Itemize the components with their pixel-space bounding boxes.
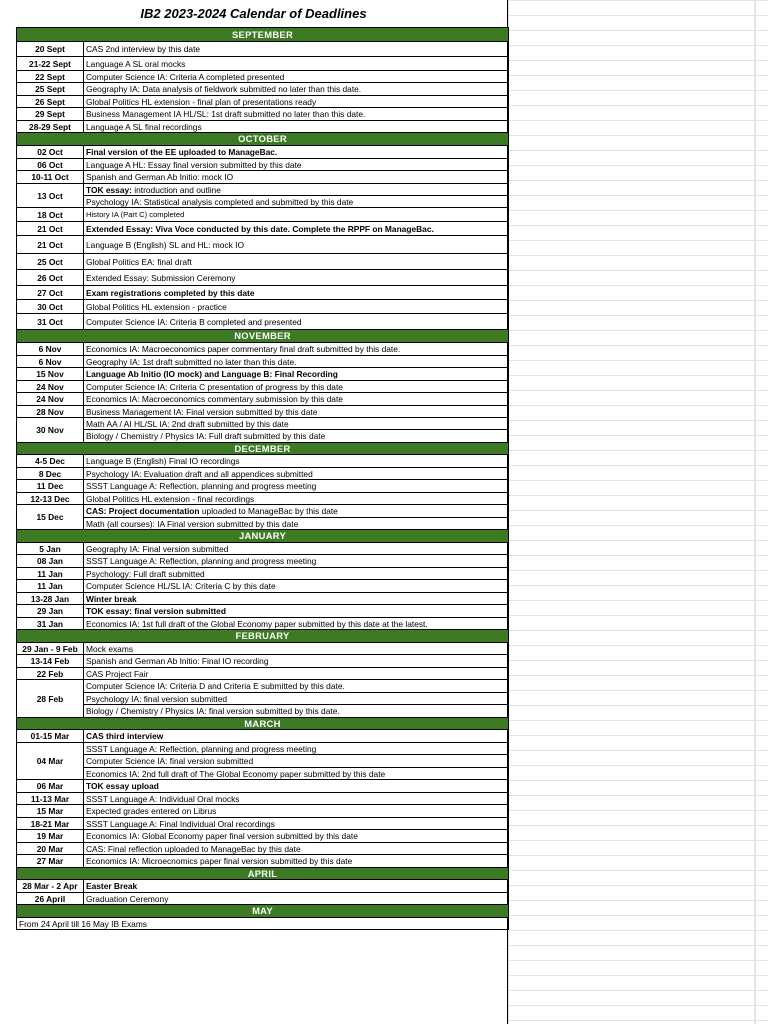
table-row bbox=[17, 880, 509, 893]
description-cell: Psychology IA: Statistical analysis completed and submitted by this date bbox=[84, 196, 509, 208]
table-row bbox=[17, 314, 509, 330]
description-cell: Geography IA: Data analysis of fieldwork submitted no later than this date. bbox=[84, 83, 509, 96]
deadlines-table bbox=[16, 27, 509, 930]
date-cell: 8 Dec bbox=[17, 468, 84, 480]
date-cell: 4-5 Dec bbox=[17, 455, 84, 468]
date-cell: 25 Oct bbox=[17, 254, 84, 270]
table-row bbox=[17, 356, 509, 368]
date-cell: 15 Mar bbox=[17, 805, 84, 818]
table-row bbox=[17, 668, 509, 680]
table-row bbox=[17, 42, 509, 57]
date-cell: 12-13 Dec bbox=[17, 493, 84, 505]
table-row bbox=[17, 705, 509, 718]
table-row bbox=[17, 159, 509, 171]
description-cell: Mock exams bbox=[84, 643, 509, 655]
date-cell: 27 Mar bbox=[17, 855, 84, 868]
description-cell: Global Politics HL extension - practice bbox=[84, 300, 509, 314]
table-row bbox=[17, 393, 509, 406]
table-row bbox=[17, 71, 509, 83]
spreadsheet-grid bbox=[508, 0, 768, 1024]
description-cell: Economics IA: 2nd full draft of The Global Economy paper submitted by this date bbox=[84, 768, 509, 780]
date-cell: 22 Sept bbox=[17, 71, 84, 83]
table-row bbox=[17, 430, 509, 443]
description-cell: Math AA / AI HL/SL IA: 2nd draft submitted by this date bbox=[84, 418, 509, 430]
date-cell: 31 Jan bbox=[17, 618, 84, 630]
date-cell: 02 Oct bbox=[17, 146, 84, 159]
description-cell: Spanish and German Ab Initio: mock IO bbox=[84, 171, 509, 184]
description-cell: Economics IA: 1st full draft of the Global Economy paper submitted by this date at the latest. bbox=[84, 618, 509, 630]
date-cell: 21 Oct bbox=[17, 222, 84, 236]
table-row bbox=[17, 222, 509, 236]
month-header: JANUARY bbox=[17, 530, 509, 543]
deadlines-table-body bbox=[17, 28, 509, 930]
description-cell: SSST Language A: Individual Oral mocks bbox=[84, 793, 509, 805]
table-row bbox=[17, 830, 509, 843]
table-row bbox=[17, 96, 509, 108]
month-header: FEBRUARY bbox=[17, 630, 509, 643]
footer-note: From 24 April till 16 May IB Exams bbox=[17, 918, 509, 930]
table-row bbox=[17, 381, 509, 393]
table-row bbox=[17, 693, 509, 705]
date-cell: 24 Nov bbox=[17, 393, 84, 406]
table-row bbox=[17, 543, 509, 555]
date-cell: 22 Feb bbox=[17, 668, 84, 680]
table-row bbox=[17, 146, 509, 159]
month-header: MAY bbox=[17, 905, 509, 918]
table-row bbox=[17, 855, 509, 868]
table-row bbox=[17, 755, 509, 768]
table-row bbox=[17, 343, 509, 356]
table-row bbox=[17, 643, 509, 655]
date-cell: 26 Oct bbox=[17, 270, 84, 286]
description-cell: Global Politics EA: final draft bbox=[84, 254, 509, 270]
description-cell: CAS 2nd interview by this date bbox=[84, 42, 509, 57]
month-header-row bbox=[17, 905, 509, 918]
table-row bbox=[17, 121, 509, 133]
date-cell: 21-22 Sept bbox=[17, 57, 84, 71]
table-row bbox=[17, 555, 509, 568]
description-cell: CAS third interview bbox=[84, 730, 509, 743]
table-row bbox=[17, 270, 509, 286]
date-cell: 18-21 Mar bbox=[17, 818, 84, 830]
description-rest: uploaded to ManageBac by this date bbox=[199, 506, 338, 516]
date-cell: 10-11 Oct bbox=[17, 171, 84, 184]
month-header-row bbox=[17, 718, 509, 730]
description-cell: Final version of the EE uploaded to ManageBac. bbox=[84, 146, 509, 159]
date-cell: 08 Jan bbox=[17, 555, 84, 568]
description-cell: SSST Language A: Reflection, planning and progress meeting bbox=[84, 743, 509, 755]
table-row bbox=[17, 505, 509, 518]
month-header-row bbox=[17, 630, 509, 643]
date-cell: 01-15 Mar bbox=[17, 730, 84, 743]
description-cell: Psychology IA: final version submitted bbox=[84, 693, 509, 705]
description-cell: Language B (English) Final IO recordings bbox=[84, 455, 509, 468]
table-row bbox=[17, 605, 509, 618]
date-cell: 26 Sept bbox=[17, 96, 84, 108]
table-row bbox=[17, 208, 509, 222]
table-row bbox=[17, 618, 509, 630]
description-cell: History IA (Part C) completed bbox=[84, 208, 509, 222]
date-cell: 11-13 Mar bbox=[17, 793, 84, 805]
month-header: DECEMBER bbox=[17, 443, 509, 455]
date-cell: 11 Jan bbox=[17, 580, 84, 593]
description-cell: Computer Science IA: Criteria A completed presented bbox=[84, 71, 509, 83]
month-header: APRIL bbox=[17, 868, 509, 880]
table-row bbox=[17, 254, 509, 270]
date-cell: 15 Dec bbox=[17, 505, 84, 530]
table-row bbox=[17, 171, 509, 184]
page-title: IB2 2023-2024 Calendar of Deadlines bbox=[140, 6, 367, 21]
date-cell: 5 Jan bbox=[17, 543, 84, 555]
description-cell: Biology / Chemistry / Physics IA: final version submitted by this date. bbox=[84, 705, 509, 718]
table-row bbox=[17, 184, 509, 196]
description-cell: Expected grades entered on Librus bbox=[84, 805, 509, 818]
table-row bbox=[17, 730, 509, 743]
table-row bbox=[17, 793, 509, 805]
date-cell: 06 Mar bbox=[17, 780, 84, 793]
date-cell: 26 April bbox=[17, 893, 84, 905]
date-cell: 28 Feb bbox=[17, 680, 84, 718]
date-cell: 13 Oct bbox=[17, 184, 84, 208]
table-row bbox=[17, 57, 509, 71]
description-cell: TOK essay: final version submitted bbox=[84, 605, 509, 618]
table-row bbox=[17, 518, 509, 530]
date-cell: 30 Nov bbox=[17, 418, 84, 443]
description-cell: Extended Essay: Viva Voce conducted by this date. Complete the RPPF on ManageBac. bbox=[84, 222, 509, 236]
description-cell bbox=[84, 184, 509, 196]
description-cell: TOK essay upload bbox=[84, 780, 509, 793]
month-header: NOVEMBER bbox=[17, 330, 509, 343]
description-cell: SSST Language A: Reflection, planning and progress meeting bbox=[84, 480, 509, 493]
month-header: MARCH bbox=[17, 718, 509, 730]
month-header: SEPTEMBER bbox=[17, 28, 509, 42]
table-row bbox=[17, 743, 509, 755]
table-row bbox=[17, 568, 509, 580]
description-cell: Global Politics HL extension - final plan of presentations ready bbox=[84, 96, 509, 108]
date-cell: 13-14 Feb bbox=[17, 655, 84, 668]
description-cell: CAS: Final reflection uploaded to ManageBac by this date bbox=[84, 843, 509, 855]
bold-prefix: TOK essay: bbox=[86, 184, 132, 195]
date-cell: 29 Jan - 9 Feb bbox=[17, 643, 84, 655]
table-row bbox=[17, 580, 509, 593]
date-cell: 15 Nov bbox=[17, 368, 84, 381]
description-cell: Global Politics HL extension - final recordings bbox=[84, 493, 509, 505]
table-row bbox=[17, 480, 509, 493]
description-cell: Language A SL oral mocks bbox=[84, 57, 509, 71]
description-cell: Business Management IA: Final version submitted by this date bbox=[84, 406, 509, 418]
description-cell: Easter Break bbox=[84, 880, 509, 893]
month-header-row bbox=[17, 28, 509, 42]
date-cell: 06 Oct bbox=[17, 159, 84, 171]
description-cell: Computer Science IA: Criteria D and Criteria E submitted by this date. bbox=[84, 680, 509, 693]
date-cell: 28 Mar - 2 Apr bbox=[17, 880, 84, 893]
date-cell: 19 Mar bbox=[17, 830, 84, 843]
description-cell: Graduation Ceremony bbox=[84, 893, 509, 905]
date-cell: 6 Nov bbox=[17, 343, 84, 356]
description-cell: Computer Science IA: Criteria C presentation of progress by this date bbox=[84, 381, 509, 393]
table-row bbox=[17, 818, 509, 830]
date-cell: 24 Nov bbox=[17, 381, 84, 393]
date-cell: 30 Oct bbox=[17, 300, 84, 314]
description-cell: Computer Science HL/SL IA: Criteria C by this date bbox=[84, 580, 509, 593]
description-cell: Exam registrations completed by this date bbox=[84, 286, 509, 300]
date-cell: 11 Dec bbox=[17, 480, 84, 493]
description-cell: Extended Essay: Submission Ceremony bbox=[84, 270, 509, 286]
description-cell: Economics IA: Global Economy paper final version submitted by this date bbox=[84, 830, 509, 843]
table-row bbox=[17, 368, 509, 381]
description-cell: Spanish and German Ab Initio: Final IO recording bbox=[84, 655, 509, 668]
table-row bbox=[17, 406, 509, 418]
date-cell: 25 Sept bbox=[17, 83, 84, 96]
date-cell: 04 Mar bbox=[17, 743, 84, 780]
description-cell: Geography IA: Final version submitted bbox=[84, 543, 509, 555]
footer-row bbox=[17, 918, 509, 930]
month-header: OCTOBER bbox=[17, 133, 509, 146]
date-cell: 11 Jan bbox=[17, 568, 84, 580]
description-rest: introduction and outline bbox=[131, 184, 221, 195]
description-cell: Language Ab Initio (IO mock) and Language B: Final Recording bbox=[84, 368, 509, 381]
description-cell: SSST Language A: Reflection, planning and progress meeting bbox=[84, 555, 509, 568]
date-cell: 6 Nov bbox=[17, 356, 84, 368]
date-cell: 20 Sept bbox=[17, 42, 84, 57]
date-cell: 18 Oct bbox=[17, 208, 84, 222]
table-row bbox=[17, 768, 509, 780]
description-cell: CAS Project Fair bbox=[84, 668, 509, 680]
table-row bbox=[17, 108, 509, 121]
table-row bbox=[17, 893, 509, 905]
description-cell: Business Management IA HL/SL: 1st draft submitted no later than this date. bbox=[84, 108, 509, 121]
date-cell: 21 Oct bbox=[17, 236, 84, 254]
table-row bbox=[17, 805, 509, 818]
description-cell: Economics IA: Macroeconomics paper commentary final draft submitted by this date. bbox=[84, 343, 509, 356]
date-cell: 31 Oct bbox=[17, 314, 84, 330]
description-cell: Language B (English) SL and HL: mock IO bbox=[84, 236, 509, 254]
table-row bbox=[17, 680, 509, 693]
description-cell: Math (all courses): IA Final version submitted by this date bbox=[84, 518, 509, 530]
month-header-row bbox=[17, 443, 509, 455]
date-cell: 28-29 Sept bbox=[17, 121, 84, 133]
table-row bbox=[17, 655, 509, 668]
description-cell: SSST Language A: Final Individual Oral recordings bbox=[84, 818, 509, 830]
description-cell: Economics IA: Microecnomics paper final version submitted by this date bbox=[84, 855, 509, 868]
bold-prefix: CAS: Project documentation bbox=[86, 506, 200, 516]
month-header-row bbox=[17, 133, 509, 146]
description-cell: Language A SL final recordings bbox=[84, 121, 509, 133]
date-cell: 28 Nov bbox=[17, 406, 84, 418]
date-cell: 29 Jan bbox=[17, 605, 84, 618]
table-row bbox=[17, 780, 509, 793]
description-cell: Computer Science IA: final version submitted bbox=[84, 755, 509, 768]
description-cell: Geography IA: 1st draft submitted no later than this date. bbox=[84, 356, 509, 368]
date-cell: 27 Oct bbox=[17, 286, 84, 300]
table-row bbox=[17, 196, 509, 208]
table-row bbox=[17, 468, 509, 480]
description-cell: Computer Science IA: Criteria B completed and presented bbox=[84, 314, 509, 330]
description-cell bbox=[84, 505, 509, 518]
table-row bbox=[17, 493, 509, 505]
table-row bbox=[17, 236, 509, 254]
description-cell: Psychology IA: Evaluation draft and all appendices submitted bbox=[84, 468, 509, 480]
date-cell: 13-28 Jan bbox=[17, 593, 84, 605]
month-header-row bbox=[17, 330, 509, 343]
table-row bbox=[17, 83, 509, 96]
month-header-row bbox=[17, 530, 509, 543]
date-cell: 20 Mar bbox=[17, 843, 84, 855]
description-cell: Psychology: Full draft submitted bbox=[84, 568, 509, 580]
description-cell: Biology / Chemistry / Physics IA: Full draft submitted by this date bbox=[84, 430, 509, 443]
description-cell: Language A HL: Essay final version submitted by this date bbox=[84, 159, 509, 171]
description-cell: Economics IA: Macroeconomics commentary submission by this date bbox=[84, 393, 509, 406]
table-row bbox=[17, 286, 509, 300]
table-row bbox=[17, 843, 509, 855]
table-row bbox=[17, 300, 509, 314]
month-header-row bbox=[17, 868, 509, 880]
table-row bbox=[17, 593, 509, 605]
date-cell: 29 Sept bbox=[17, 108, 84, 121]
description-cell: Winter break bbox=[84, 593, 509, 605]
table-row bbox=[17, 455, 509, 468]
table-row bbox=[17, 418, 509, 430]
